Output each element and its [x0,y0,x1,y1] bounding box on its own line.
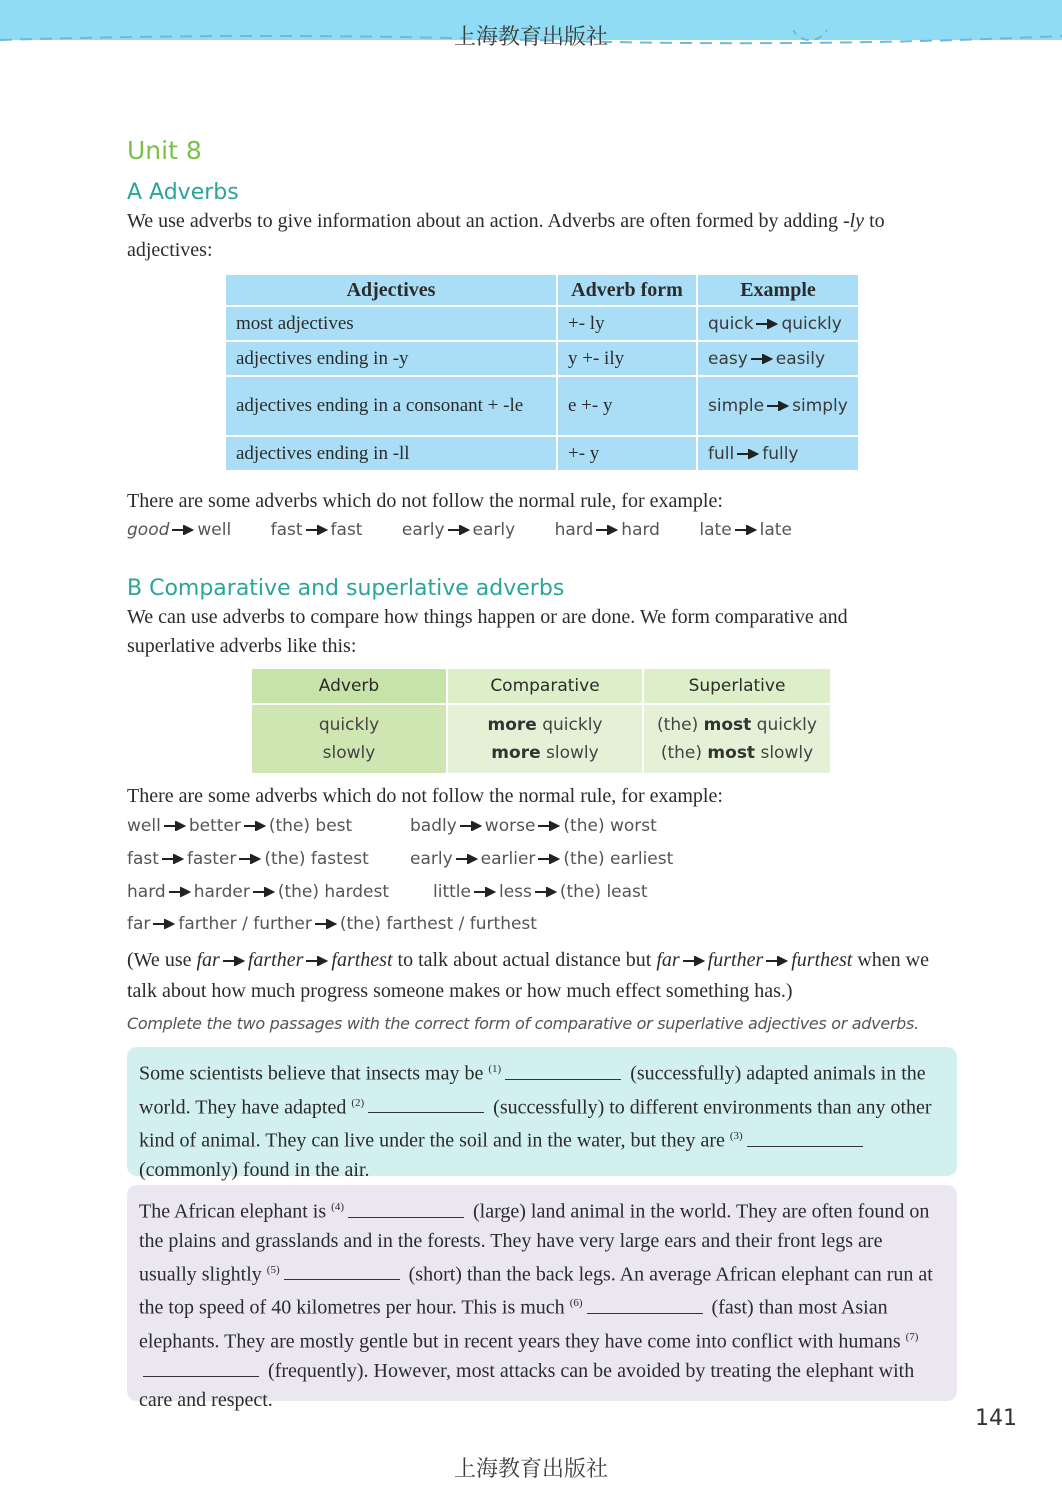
table-header-row [252,669,831,704]
answer-blank-7[interactable] [143,1358,259,1377]
table-row [252,704,831,773]
arrow-icon [538,854,560,864]
far-further-note: (We use far farther farthest to talk about actual distance but far further furthest when we talk about how much progress someone makes or how much effect something has.) [127,949,929,1002]
arrow-icon [767,401,789,411]
section-b-title: B Comparative and superlative adverbs [127,576,565,601]
arrow-icon [153,919,175,929]
irregular-intro-a: There are some adverbs which do not follow the normal rule, for example: [127,490,723,512]
superlative-slowly: (the) most slowly [660,743,814,763]
irregular-adverbs-a [127,520,826,540]
blank-number-4: (4) [331,1201,344,1213]
adjective-rule: adjectives ending in -ll [225,436,557,471]
blank-number-3: (3) [729,1130,743,1143]
arrow-icon [162,854,184,864]
passage-1-box: Some scientists believe that insects may be $^{(1)}$ (successfully) adapted animals in the world. They have adapted $^{(2)}$ (successfully) to different environments than any other kind of animal. They can live under the soil and in the water, but they are $^{(3)}$ (commonly) found in the air. [127,1047,957,1176]
col-header-adjectives: Adjectives [225,274,557,306]
arrow-icon [306,956,328,966]
page-number: 141 [975,1406,1017,1431]
arrow-icon [306,525,328,535]
arrow-icon [737,449,759,459]
example: easy easily [697,341,859,376]
arrow-icon [172,525,194,535]
arrow-icon [169,887,191,897]
arrow-icon [244,821,266,831]
example: full fully [697,436,859,471]
arrow-icon [756,319,778,329]
table-row [225,376,859,436]
table-row [225,306,859,341]
answer-blank-2[interactable] [368,1094,484,1113]
arrow-icon [766,956,788,966]
blank-number-1: (1) [488,1063,502,1075]
adverb-slowly: slowly [322,743,376,763]
irregular-pair: good well [127,520,232,540]
irregular-row-far: far farther / further (the) farthest / furthest [127,914,537,934]
arrow-icon [474,887,496,897]
arrow-icon [683,956,705,966]
adverb-form: +- ly [557,306,697,341]
irregular-pair: fast fast [270,520,363,540]
adjective-rule: most adjectives [225,306,557,341]
adverb-form: e +- y [557,376,697,436]
col-header-superlative: Superlative [643,669,831,704]
irregular-row-1b: badly worse (the) worst [410,816,657,836]
irregular-row-2: fast faster (the) fastest [127,849,369,869]
arrow-icon [538,821,560,831]
publisher-header: 上海教育出版社 [453,25,608,50]
unit-title: Unit 8 [127,136,202,165]
section-a-intro: We use adverbs to give information about an action. Adverbs are often formed by adding -ly to adjectives: [127,210,885,261]
adjective-rule: adjectives ending in -y [225,341,557,376]
section-a-title: A Adverbs [127,180,239,205]
adverb-form: +- y [557,436,697,471]
answer-blank-5[interactable] [284,1261,400,1280]
comparative-slowly: more slowly [491,743,599,763]
blank-number-2: (2) [351,1096,365,1109]
comparative-cell [447,704,643,773]
example: simple simply [697,376,859,436]
blank-number-5: (5) [266,1263,280,1276]
adverb-form: y +- ily [557,341,697,376]
exercise-instruction: Complete the two passages with the correct form of comparative or superlative adjectives or adverbs. [127,1014,919,1033]
adjective-rule: adjectives ending in a consonant + -le [225,376,557,436]
adverb-cell [252,704,447,773]
arrow-icon [448,525,470,535]
arrow-icon [596,525,618,535]
arrow-icon [164,821,186,831]
irregular-intro-b: There are some adverbs which do not follow the normal rule, for example: [127,785,723,807]
col-header-adverb: Adverb [252,669,447,704]
answer-blank-6[interactable] [587,1295,703,1314]
irregular-pair: hard hard [554,520,660,540]
irregular-row-1: well better (the) best [127,816,353,836]
adverb-formation-table [224,273,860,472]
arrow-icon [253,887,275,897]
superlative-quickly: (the) most quickly [657,715,817,735]
passage-2-box: The African elephant is $^{(4)}$ (large) land animal in the world. They are often found on the plains and grasslands and in the forests. They have very large ears and their front legs are usually slightly $^{(5)}$ (short) than the back legs. An average African elephant can run at the top speed of 40 kilometres per hour. This is much $^{(6)}$ (fast) than most Asian elephants. They are mostly gentle but in recent years they have come into conflict with humans $^{(7)}$ (frequently). However, most attacks can be avoided by treating the elephant with care and respect. [127,1185,957,1401]
arrow-icon [735,525,757,535]
superlative-cell [643,704,831,773]
arrow-icon [751,354,773,364]
arrow-icon [223,956,245,966]
irregular-row-2b: early earlier (the) earliest [410,849,674,869]
publisher-footer: 上海教育出版社 [453,1457,608,1482]
irregular-pair: late late [699,520,792,540]
table-header-row [225,274,859,306]
arrow-icon [239,854,261,864]
irregular-pair: early early [401,520,516,540]
blank-number-7: (7) [905,1330,919,1343]
adverb-quickly: quickly [318,715,380,735]
table-row [225,436,859,471]
answer-blank-1[interactable] [505,1061,621,1080]
example: quick quickly [697,306,859,341]
arrow-icon [460,821,482,831]
col-header-comparative: Comparative [447,669,643,704]
col-header-example: Example [697,274,859,306]
col-header-adverb-form: Adverb form [557,274,697,306]
arrow-icon [456,854,478,864]
blank-number-6: (6) [569,1297,583,1310]
irregular-row-3: hard harder (the) hardest [127,882,390,902]
irregular-row-3b: little less (the) least [433,882,648,902]
comparative-quickly: more quickly [487,715,603,735]
table-row [225,341,859,376]
arrow-icon [535,887,557,897]
section-b-intro: We can use adverbs to compare how things happen or are done. We form comparative and superlative adverbs like this: [127,606,848,657]
comparison-table [252,669,832,773]
answer-blank-3[interactable] [747,1128,863,1147]
arrow-icon [315,919,337,929]
answer-blank-4[interactable] [348,1199,464,1218]
